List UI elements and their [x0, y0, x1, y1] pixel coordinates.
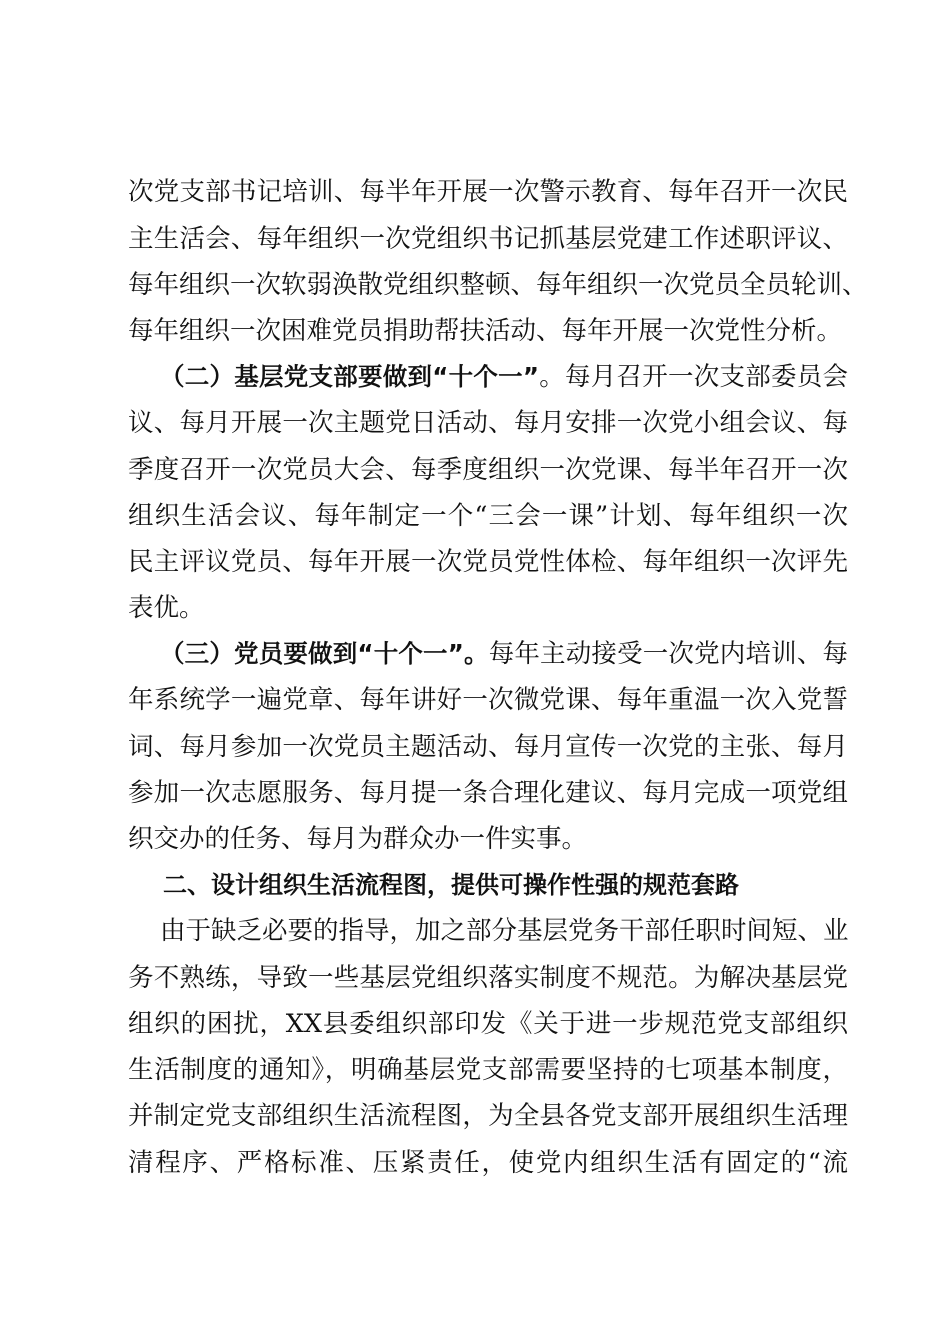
paragraph-line: 主生活会、每年组织一次党组织书记抓基层党建工作述职评议、	[128, 224, 848, 254]
section-2-heading: （二）基层党支部要做到“十个一”	[160, 362, 539, 391]
paragraph-line: 组织的困扰，XX县委组织部印发《关于进一步规范党支部组织	[128, 1009, 848, 1039]
paragraph-line: 清程序、严格标准、压紧责任，使党内组织生活有固定的“流	[128, 1148, 848, 1178]
section-3-heading: （三）党员要做到“十个一”。	[160, 639, 489, 668]
paragraph-line: 季度召开一次党员大会、每季度组织一次党课、每半年召开一次	[128, 455, 848, 485]
paragraph-line: 织交办的任务、每月为群众办一件实事。	[128, 824, 588, 854]
paragraph-line: 参加一次志愿服务、每月提一条合理化建议、每月完成一项党组	[128, 778, 848, 808]
section-2-text: 。每月召开一次支部委员会	[538, 362, 848, 392]
paragraph-line: 组织生活会议、每年制定一个“三会一课”计划、每年组织一次	[128, 501, 848, 531]
paragraph-line: 议、每月开展一次主题党日活动、每月安排一次党小组会议、每	[128, 408, 848, 438]
paragraph-line: 年系统学一遍党章、每年讲好一次微党课、每年重温一次入党誓	[128, 685, 848, 715]
paragraph-line: 每年组织一次软弱涣散党组织整顿、每年组织一次党员全员轮训、	[128, 270, 868, 300]
paragraph-line: 次党支部书记培训、每半年开展一次警示教育、每年召开一次民	[128, 177, 848, 207]
section-3-text: 每年主动接受一次党内培训、每	[488, 639, 848, 669]
paragraph-line: 并制定党支部组织生活流程图，为全县各党支部开展组织生活理	[128, 1101, 848, 1131]
paragraph-line: 每年组织一次困难党员捐助帮扶活动、每年开展一次党性分析。	[128, 316, 843, 346]
paragraph-line: 表优。	[128, 593, 205, 623]
section-heading-2: 二、设计组织生活流程图，提供可操作性强的规范套路	[163, 871, 739, 899]
paragraph-line: 由于缺乏必要的指导，加之部分基层党务干部任职时间短、业	[160, 916, 849, 946]
paragraph-line: 词、每月参加一次党员主题活动、每月宣传一次党的主张、每月	[128, 732, 848, 762]
paragraph-line: 生活制度的通知》，明确基层党支部需要坚持的七项基本制度，	[128, 1055, 848, 1085]
section-3-first-line	[160, 634, 848, 674]
paragraph-line: 务不熟练，导致一些基层党组织落实制度不规范。为解决基层党	[128, 963, 848, 993]
paragraph-line: 民主评议党员、每年开展一次党员党性体检、每年组织一次评先	[128, 547, 848, 577]
section-2-first-line	[160, 357, 848, 397]
